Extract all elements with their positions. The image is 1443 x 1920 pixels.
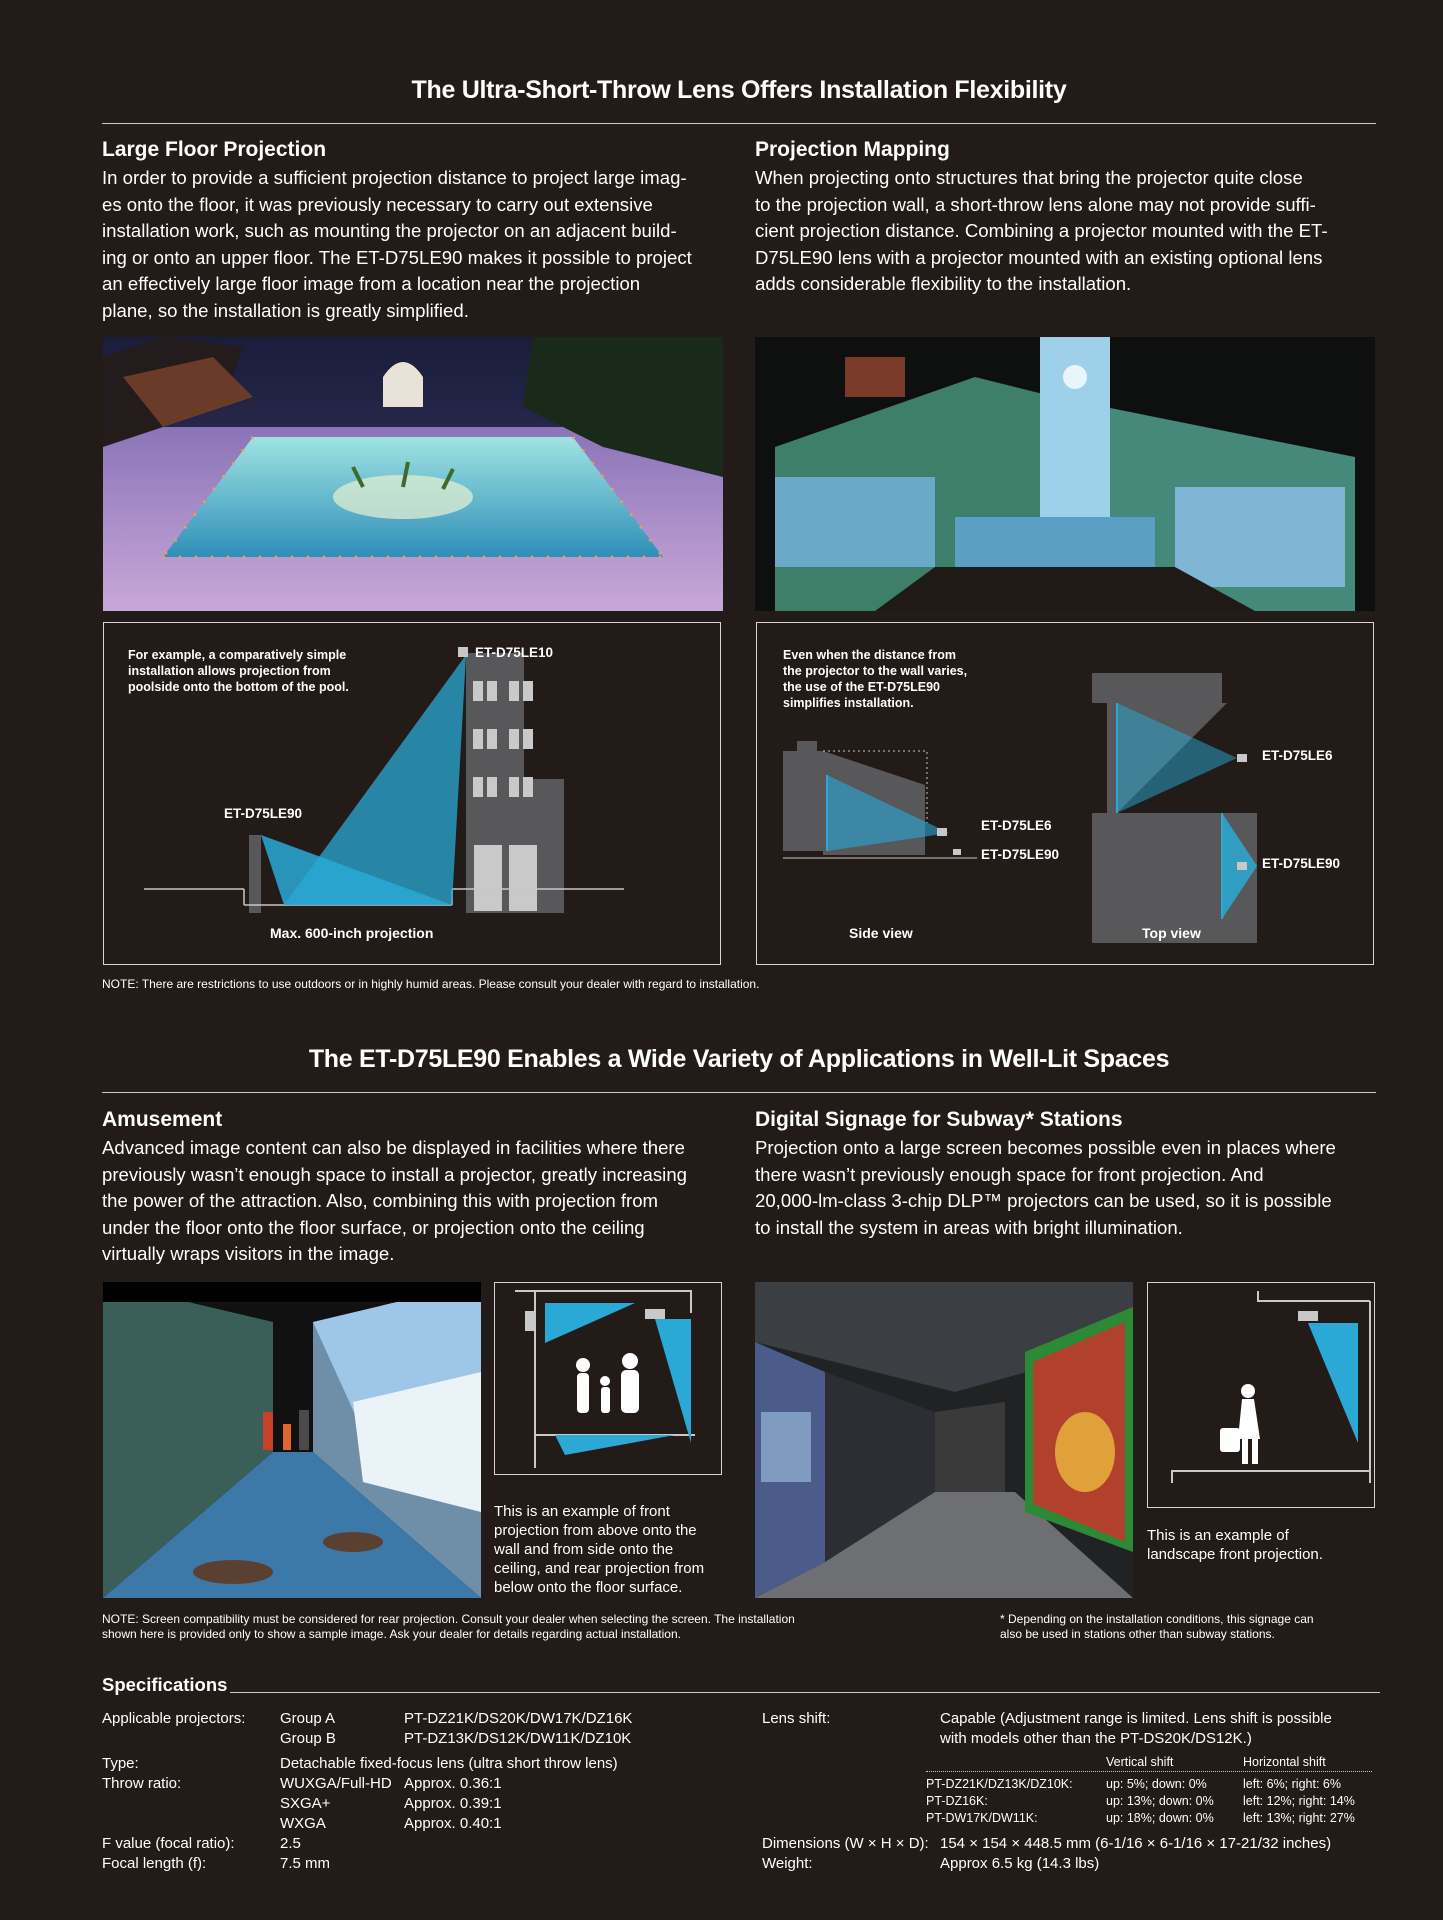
projection-mapping-heading: Projection Mapping <box>755 138 950 161</box>
label-le90: ET-D75LE90 <box>224 806 303 821</box>
subway-diagram <box>1147 1282 1375 1508</box>
wall-distance-diagram <box>756 622 1374 965</box>
spec-type-label: Type: <box>102 1755 139 1772</box>
shift-model-1: PT-DZ21K/DZ13K/DZ10K: <box>926 1777 1073 1791</box>
shift-head-vertical: Vertical shift <box>1106 1755 1174 1769</box>
spec-group-a-models: PT-DZ21K/DS20K/DW17K/DZ16K <box>404 1710 633 1727</box>
spec-throw-label: Throw ratio: <box>102 1775 182 1792</box>
spec-throw-res-2: SXGA+ <box>280 1795 331 1812</box>
spec-throw-res-3: WXGA <box>280 1815 326 1832</box>
side-label-le6: ET-D75LE6 <box>981 818 1052 833</box>
spec-throw-val-3: Approx. 0.40:1 <box>404 1815 502 1832</box>
spec-applicable-label: Applicable projectors: <box>102 1710 246 1727</box>
large-floor-body: In order to provide a sufficient projection distance to project large imag- es onto the floor, it was previously necessary to carry out extensive installation work, such as mounting the projector on an adjacent build- ing or onto an upper floor. The ET-D75LE90 makes it possible to project an effectively large floor image from a location near the projection plane, so the installation is greatly simplified. <box>102 167 692 321</box>
shift-v-2: up: 13%; down: 0% <box>1106 1794 1214 1808</box>
spec-throw-val-2: Approx. 0.39:1 <box>404 1795 502 1812</box>
spec-group-b: Group B <box>280 1730 336 1747</box>
section2-divider <box>102 1092 1376 1093</box>
label-le10: ET-D75LE10 <box>475 645 554 660</box>
subway-caption: This is an example of landscape front projection. <box>1147 1527 1323 1563</box>
signage-heading: Digital Signage for Subway* Stations <box>755 1108 1123 1131</box>
spec-type-value: Detachable fixed-focus lens (ultra short throw lens) <box>280 1755 618 1772</box>
spec-f-value: 2.5 <box>280 1835 301 1852</box>
section2-note-right: * Depending on the installation conditions, this signage can also be used in stations other than subway stations. <box>1000 1612 1314 1641</box>
amusement-diagram <box>494 1282 722 1475</box>
diagram1-caption: For example, a comparatively simple installation allows projection from poolside onto the bottom of the pool. <box>128 648 349 694</box>
shift-h-2: left: 12%; right: 14% <box>1243 1794 1355 1808</box>
section2-note-left: NOTE: Screen compatibility must be considered for rear projection. Consult your dealer when selecting the screen. The installation shown here is provided only to show a sample image. Ask your dealer for details regarding actual installation. <box>102 1612 795 1641</box>
top-label-le90: ET-D75LE90 <box>1262 856 1341 871</box>
shift-model-2: PT-DZ16K: <box>926 1794 988 1808</box>
shift-v-3: up: 18%; down: 0% <box>1106 1811 1214 1825</box>
amusement-caption: This is an example of front projection from above onto the wall and from side onto the ceiling, and rear projection from below onto the floor surface. <box>494 1503 705 1596</box>
shift-h-3: left: 13%; right: 27% <box>1243 1811 1355 1825</box>
amusement-body: Advanced image content can also be displayed in facilities where there previously wasn’t enough space to install a projector, greatly increasing the power of the attraction. Also, combining this with projection from under the floor onto the floor surface, or projection onto the ceiling virtually wraps visitors in the image. <box>102 1137 687 1265</box>
section2-title: The ET-D75LE90 Enables a Wide Variety of Applications in Well-Lit Spaces <box>308 1045 1170 1073</box>
specs-title: Specifications <box>102 1674 228 1695</box>
shift-model-3: PT-DW17K/DW11K: <box>926 1811 1038 1825</box>
max-600-label: Max. 600-inch projection <box>270 925 434 941</box>
spec-group-a: Group A <box>280 1710 336 1727</box>
shift-head-horizontal: Horizontal shift <box>1243 1755 1326 1769</box>
spec-throw-res-1: WUXGA/Full-HD <box>280 1775 392 1792</box>
side-view-label: Side view <box>849 925 913 941</box>
projection-mapping-body: When projecting onto structures that bring the projector quite close to the projection wall, a short-throw lens alone may not provide suffi- cient projection distance. Combining a projector mounted with the ET- D75LE90 lens with a projector mounted with an existing optional lens adds considerable flexibility to the installation. <box>755 167 1328 295</box>
shift-table-rule <box>926 1771 1372 1772</box>
amusement-heading: Amusement <box>102 1108 223 1131</box>
side-label-le90: ET-D75LE90 <box>981 847 1060 862</box>
section1-title: The Ultra-Short-Throw Lens Offers Installation Flexibility <box>411 76 1067 104</box>
spec-shift-label: Lens shift: <box>762 1710 831 1727</box>
shift-h-1: left: 6%; right: 6% <box>1243 1777 1341 1791</box>
spec-focal-label: Focal length (f): <box>102 1855 207 1872</box>
spec-weight-label: Weight: <box>762 1855 813 1872</box>
spec-throw-val-1: Approx. 0.36:1 <box>404 1775 502 1792</box>
top-label-le6: ET-D75LE6 <box>1262 748 1333 763</box>
large-floor-heading: Large Floor Projection <box>102 138 327 161</box>
section1-divider <box>102 123 1376 124</box>
diagram2-caption: Even when the distance from the projector to the wall varies, the use of the ET-D75LE90 simplifies installation. <box>783 648 968 710</box>
spec-f-label: F value (focal ratio): <box>102 1835 235 1852</box>
spec-shift-value: Capable (Adjustment range is limited. Lens shift is possible with models other than the PT-DS20K/DS12K.) <box>940 1710 1332 1747</box>
spec-focal-value: 7.5 mm <box>280 1855 331 1872</box>
subway-photo <box>755 1282 1133 1598</box>
top-view-label: Top view <box>1142 925 1201 941</box>
spec-dim-label: Dimensions (W × H × D): <box>762 1835 929 1852</box>
amusement-photo <box>103 1282 481 1598</box>
spec-dim-value: 154 × 154 × 448.5 mm (6-1/16 × 6-1/16 × 17-21/32 inches) <box>940 1835 1332 1852</box>
specs-divider <box>230 1692 1380 1693</box>
shift-v-1: up: 5%; down: 0% <box>1106 1777 1207 1791</box>
floor-projection-diagram <box>103 622 721 965</box>
castle-projection-photo <box>755 337 1375 611</box>
section1-note: NOTE: There are restrictions to use outdoors or in highly humid areas. Please consult your dealer with regard to installation. <box>102 977 760 991</box>
spec-group-b-models: PT-DZ13K/DS12K/DW11K/DZ10K <box>404 1730 632 1747</box>
spec-weight-value: Approx 6.5 kg (14.3 lbs) <box>940 1855 1100 1872</box>
pool-photo <box>103 337 723 611</box>
signage-body: Projection onto a large screen becomes possible even in places where there wasn’t previously enough space for front projection. And 20,000-lm-class 3-chip DLP™ projectors can be used, so it is possible to install the system in areas with bright illumination. <box>755 1137 1336 1238</box>
